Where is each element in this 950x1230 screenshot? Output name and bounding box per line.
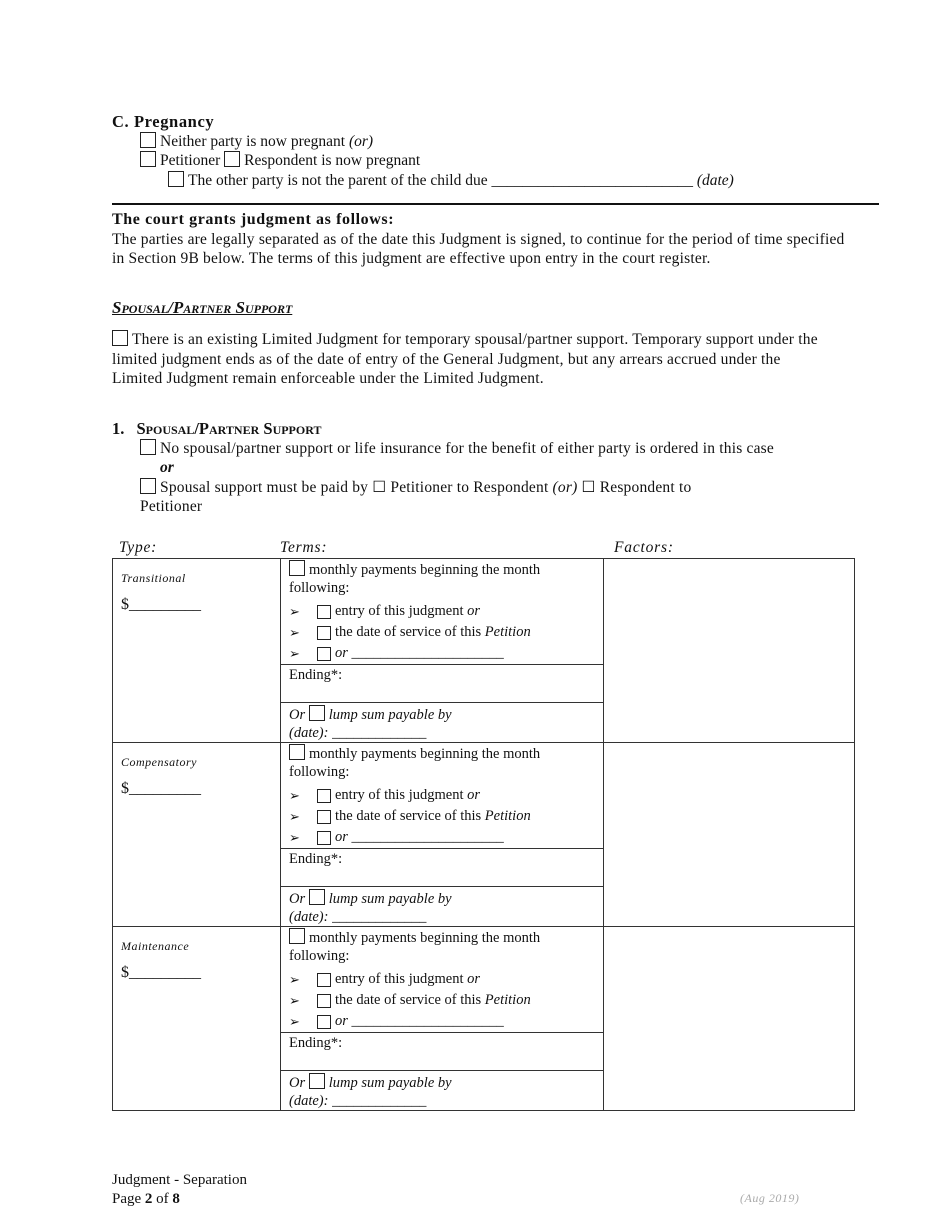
lump-sum-checkbox[interactable] [309,889,325,905]
entry-label: entry of this judgment [335,787,464,803]
petition-label: Petition [484,624,531,640]
petitioner-pregnant-checkbox[interactable] [140,151,156,167]
limited-judgment-checkbox[interactable] [112,330,128,346]
entry-checkbox[interactable] [317,605,331,619]
resp-to-pet-label-cont: Petitioner [140,498,203,515]
pet-to-resp-checkbox[interactable]: ☐ [372,478,387,496]
arrow-icon: ➢ [289,1013,300,1029]
or-label: or [467,971,480,987]
spousal-support-paid-checkbox[interactable] [140,478,156,494]
footer-title: Judgment - Separation [112,1172,247,1188]
section-1-number: 1. [112,419,125,438]
or-separator: or [160,459,174,476]
monthly-payments-checkbox[interactable] [289,744,305,760]
col-type-header: Type: [119,539,158,556]
monthly-payments-label: monthly payments beginning the month following: [289,562,541,596]
footer [112,1171,247,1209]
resp-to-pet-checkbox[interactable]: ☐ [581,478,596,496]
service-label: the date of service of this [335,808,482,824]
lump-sum-date-field[interactable]: (date): _____________ [289,909,427,925]
lump-sum-checkbox[interactable] [309,705,325,721]
or-label: (or) [552,478,578,496]
resp-to-pet-label: Respondent to [599,478,692,496]
entry-label: entry of this judgment [335,971,464,987]
other-date-checkbox[interactable] [317,1015,331,1029]
arrow-icon: ➢ [289,808,300,824]
or-label: Or [289,1075,306,1091]
service-checkbox[interactable] [317,810,331,824]
arrow-icon: ➢ [289,787,300,803]
lump-sum-checkbox[interactable] [309,1073,325,1089]
amount-field[interactable]: $_________ [121,964,201,981]
limited-judgment-paragraph [112,330,832,389]
type-label: Transitional [121,571,186,585]
type-label: Compensatory [121,755,197,769]
section-1 [112,419,832,517]
judgment-heading: The court grants judgment as follows: [112,211,395,228]
entry-checkbox[interactable] [317,789,331,803]
amount-field[interactable]: $_________ [121,780,201,797]
lump-sum-date-field[interactable]: (date): _____________ [289,1093,427,1109]
support-table [112,558,855,1111]
type-cell [113,559,281,743]
no-support-label: No spousal/partner support or life insurance for the benefit of either party is ordered in this case [160,439,774,457]
or-label: or [335,645,348,661]
pet-to-resp-label: Petitioner to Respondent [390,478,549,496]
section-divider [112,203,879,205]
service-checkbox[interactable] [317,626,331,640]
neither-pregnant-checkbox[interactable] [140,132,156,148]
factors-cell[interactable] [604,927,855,1111]
type-label: Maintenance [121,939,190,953]
lump-sum-label: lump sum payable by [328,891,452,907]
version-label: (Aug 2019) [740,1191,800,1205]
respondent-pregnant-checkbox[interactable] [224,151,240,167]
respondent-pregnant-label: Respondent is now pregnant [244,152,421,169]
paid-by-label: Spousal support must be paid by [160,478,369,496]
amount-field[interactable]: $_________ [121,596,201,613]
or-label: or [467,603,480,619]
factors-cell[interactable] [604,743,855,927]
section-1-title: Spousal/Partner Support [136,419,322,438]
page-number: 2 [144,1191,153,1207]
other-date-field[interactable]: _____________________ [351,1013,504,1029]
neither-pregnant-label: Neither party is now pregnant [160,132,346,150]
lump-sum-label: lump sum payable by [328,1075,452,1091]
lump-sum-label: lump sum payable by [328,707,452,723]
monthly-payments-label: monthly payments beginning the month following: [289,746,541,780]
ending-field[interactable]: Ending*: [281,848,603,887]
or-label: (or) [348,132,374,150]
other-date-field[interactable]: _____________________ [351,645,504,661]
petition-label: Petition [484,992,531,1008]
judgment-section [112,210,847,269]
arrow-icon: ➢ [289,971,300,987]
monthly-payments-label: monthly payments beginning the month following: [289,930,541,964]
other-date-checkbox[interactable] [317,647,331,661]
terms-cell [281,559,604,743]
or-label: Or [289,707,306,723]
entry-label: entry of this judgment [335,603,464,619]
arrow-icon: ➢ [289,624,300,640]
arrow-icon: ➢ [289,645,300,661]
page-prefix: Page [112,1191,142,1207]
petitioner-label: Petitioner [160,152,221,169]
type-cell [113,927,281,1111]
service-label: the date of service of this [335,992,482,1008]
date-label: (date) [696,171,734,189]
spousal-partner-support-header: Spousal/Partner Support [112,298,293,317]
other-party-checkbox[interactable] [168,171,184,187]
service-label: the date of service of this [335,624,482,640]
type-cell [113,743,281,927]
other-date-field[interactable]: _____________________ [351,829,504,845]
table-row [113,559,855,743]
section-c [112,112,734,190]
arrow-icon: ➢ [289,603,300,619]
ending-field[interactable]: Ending*: [281,1032,603,1071]
service-checkbox[interactable] [317,994,331,1008]
or-label: or [467,787,480,803]
terms-cell [281,743,604,927]
page-indicator [112,1190,247,1209]
or-label: or [335,1013,348,1029]
table-row [113,743,855,927]
ending-field[interactable]: Ending*: [281,664,603,703]
no-support-checkbox[interactable] [140,439,156,455]
page-of: of [156,1191,169,1207]
factors-cell[interactable] [604,559,855,743]
entry-checkbox[interactable] [317,973,331,987]
or-label: or [335,829,348,845]
due-date-field[interactable]: __________________________ [491,171,693,189]
arrow-icon: ➢ [289,992,300,1008]
or-label: Or [289,891,306,907]
other-party-label: The other party is not the parent of the child due [188,171,488,189]
other-date-checkbox[interactable] [317,831,331,845]
monthly-payments-checkbox[interactable] [289,928,305,944]
col-terms-header: Terms: [280,539,328,556]
terms-cell [281,927,604,1111]
limited-judgment-text: There is an existing Limited Judgment for temporary spousal/partner support. Temporary support under the limited judgment ends as of the date of entry of the General Judgment, but any arrears accrued under the Limited Judgment remain enforceable under the Limited Judgment. [112,331,818,387]
monthly-payments-checkbox[interactable] [289,560,305,576]
arrow-icon: ➢ [289,829,300,845]
page-total: 8 [172,1191,180,1207]
judgment-paragraph: The parties are legally separated as of the date this Judgment is signed, to continue for the period of time specified in Section 9B below. The terms of this judgment are effective upon entry in the court register. [112,230,845,267]
table-row [113,927,855,1111]
section-c-heading: C. Pregnancy [112,112,215,131]
lump-sum-date-field[interactable]: (date): _____________ [289,725,427,741]
petition-label: Petition [484,808,531,824]
col-factors-header: Factors: [614,539,674,556]
